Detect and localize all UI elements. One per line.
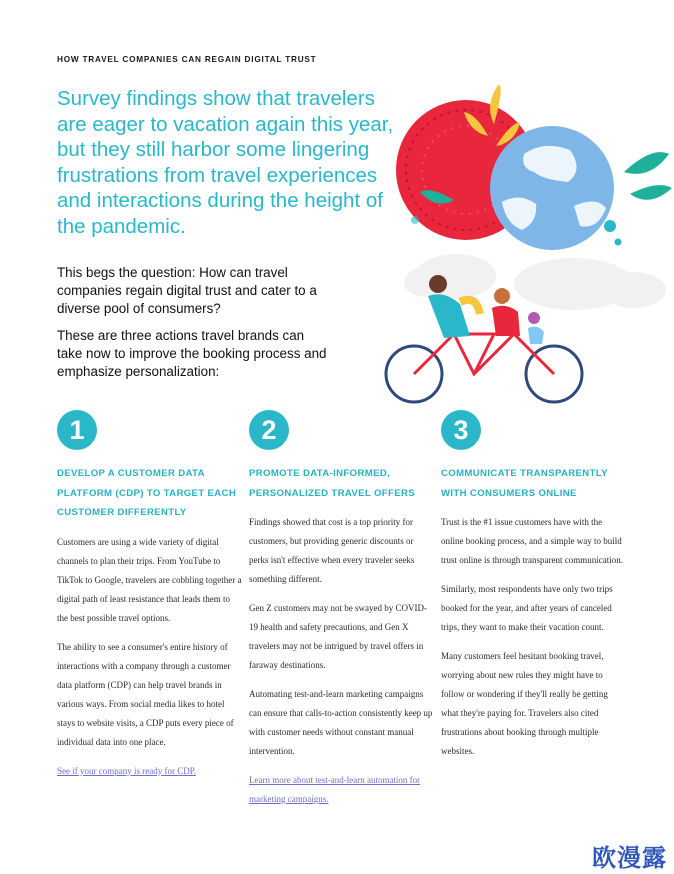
action-column-2: [249, 410, 434, 809]
column-paragraph: Gen Z customers may not be swayed by COVID-19 health and safety precautions, and Gen X travelers may not be intrigued by travel offers in faraway destinations.: [249, 603, 427, 670]
column-heading: PROMOTE DATA-INFORMED, PERSONALIZED TRAVEL OFFERS: [249, 468, 415, 499]
column-paragraph: Trust is the #1 issue customers have with the online booking process, and a simple way to build trust online is through transparent communication.: [441, 517, 623, 565]
column-paragraph: Findings showed that cost is a top priority for customers, but providing generic discounts or perks isn't effective when every traveler seeks something different.: [249, 517, 415, 584]
column-heading: DEVELOP A CUSTOMER DATA PLATFORM (CDP) TO TARGET EACH CUSTOMER DIFFERENTLY: [57, 468, 237, 518]
action-column-1: [57, 410, 242, 781]
column-paragraph: Automating test-and-learn marketing campaigns can ensure that calls-to-action consistently keep up with customer needs without constant manual intervention.: [249, 689, 433, 756]
cdp-readiness-link[interactable]: See if your company is ready for CDP.: [57, 765, 196, 776]
question-text: This begs the question: How can travel companies regain digital trust and cater to a diverse pool of consumers?: [57, 265, 317, 316]
globe-icon: [490, 126, 614, 250]
page-kicker: HOW TRAVEL COMPANIES CAN REGAIN DIGITAL TRUST: [57, 55, 317, 64]
column-paragraph: Many customers feel hesitant booking travel, worrying about new rules they might have to follow or wondering if they'll really be getting what they're paying for. Travelers also cited frustrations about booking through multiple websites.: [441, 651, 608, 756]
step-number-badge: 2: [249, 410, 289, 450]
action-column-3: [441, 410, 626, 761]
actions-intro: These are three actions travel brands can take now to improve the booking process and emphasize personalization:: [57, 328, 327, 379]
travel-illustration: [384, 84, 674, 414]
step-number-badge: 1: [57, 410, 97, 450]
step-number-badge: 3: [441, 410, 481, 450]
column-paragraph: Customers are using a wide variety of digital channels to plan their trips. From YouTube to TikTok to Google, travelers are cobbling together a digital path of least resistance that leads them to the best possible travel options.: [57, 536, 242, 623]
column-paragraph: The ability to see a consumer's entire history of interactions with a company through a customer data platform (CDP) can help travel brands in various ways. From social media likes to hotel stays to website visits, a CDP puts every piece of individual data into one place.: [57, 641, 234, 747]
watermark-logo: 欧漫露: [592, 844, 667, 872]
headline: Survey findings show that travelers are eager to vacation again this year, but they still harbor some lingering frustrations from travel experiences and interactions during the height of the pandemic.: [57, 87, 394, 238]
column-paragraph: Similarly, most respondents have only two trips booked for the year, and after years of canceled trips, they want to make their vacation count.: [441, 584, 613, 632]
column-heading: COMMUNICATE TRANSPARENTLY WITH CONSUMERS ONLINE: [441, 468, 608, 499]
test-and-learn-link[interactable]: Learn more about test-and-learn automation for marketing campaigns.: [249, 775, 421, 804]
